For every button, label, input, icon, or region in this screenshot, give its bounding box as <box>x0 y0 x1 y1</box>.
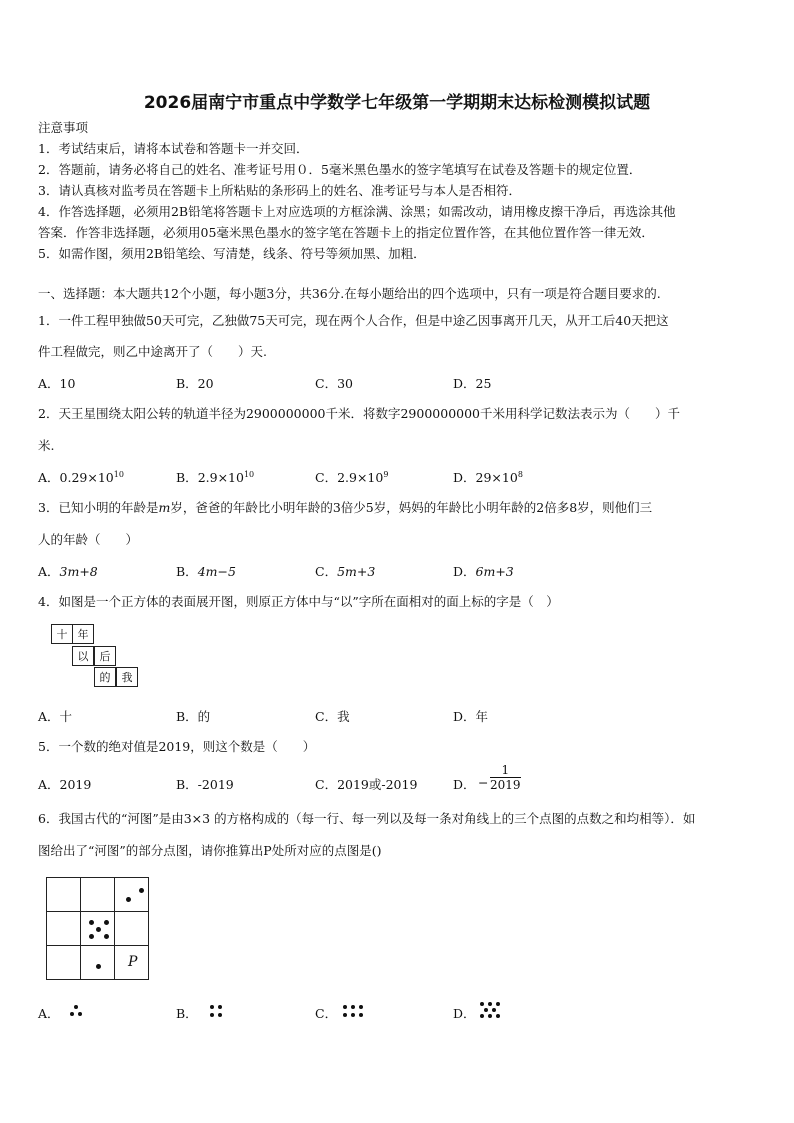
question-6-text: 6．我国古代的“河图”是由3×3 的方格构成的（每一行、每一列以及每一条对角线上的三个点图的点数之和均相等）．如 <box>38 811 696 826</box>
notice-heading: 注意事项 <box>38 120 89 135</box>
question-2-text: 米. <box>38 438 55 453</box>
dot <box>484 1008 488 1012</box>
q6-option-d: D． <box>453 1006 476 1021</box>
dot <box>70 1012 74 1016</box>
dot <box>351 1005 355 1009</box>
net-cell: 年 <box>72 624 94 644</box>
dot <box>343 1005 347 1009</box>
dot <box>96 964 101 969</box>
question-1-text: 1．一件工程甲独做50天可完，乙独做75天可完，现在两个人合作，但是中途乙因事离开几天，从开工后40天把这 <box>38 313 669 328</box>
dot <box>218 1005 222 1009</box>
dot <box>104 920 109 925</box>
q4-option-d: D．年 <box>453 709 489 724</box>
dot <box>480 1014 484 1018</box>
q5-option-a: A．2019 <box>38 777 92 792</box>
dot <box>359 1005 363 1009</box>
dot <box>492 1008 496 1012</box>
notice-line: 3．请认真核对监考员在答题卡上所粘贴的条形码上的姓名、准考证号与本人是否相符． <box>38 183 521 198</box>
net-cell: 我 <box>116 667 138 687</box>
q6-option-a: A． <box>38 1006 60 1021</box>
grid-cell <box>114 911 149 946</box>
dot <box>104 934 109 939</box>
q3-option-c: C．5m+3 <box>315 564 376 579</box>
question-2-text: 2．天王星围绕太阳公转的轨道半径为2900000000千米．将数字2900000000千米用科学记数法表示为（ ）千 <box>38 406 681 421</box>
dot <box>359 1013 363 1017</box>
q1-option-c: C．30 <box>315 376 353 391</box>
dot <box>218 1013 222 1017</box>
q4-option-c: C．我 <box>315 709 350 724</box>
dot <box>78 1012 82 1016</box>
q5-option-b: B．-2019 <box>176 777 234 792</box>
dot <box>488 1002 492 1006</box>
net-cell: 十 <box>51 624 73 644</box>
q4-option-a: A．十 <box>38 709 73 724</box>
q2-option-a: A．$0.29\times 10^{10}$ <box>38 469 124 485</box>
dot <box>496 1014 500 1018</box>
dot <box>480 1002 484 1006</box>
net-cell: 的 <box>94 667 116 687</box>
q5-option-c: C．2019或-2019 <box>315 777 418 792</box>
dot <box>126 897 131 902</box>
question-6-text: 图给出了“河图”的部分点图，请你推算出P处所对应的点图是() <box>38 843 382 858</box>
page-title: 2026届南宁市重点中学数学七年级第一学期期末达标检测模拟试题 <box>143 93 651 113</box>
q1-option-b: B．20 <box>176 376 214 391</box>
q3-option-b: B．4m−5 <box>176 564 236 579</box>
grid-cell <box>46 877 81 912</box>
notice-line: 1．考试结束后，请将本试卷和答题卡一并交回． <box>38 141 309 156</box>
q3-option-d: D．6m+3 <box>453 564 514 579</box>
section-heading: 一、选择题：本大题共12个小题，每小题3分，共36分.在每小题给出的四个选项中，只有一项是符合题目要求的. <box>38 286 661 301</box>
net-cell: 以 <box>72 646 94 666</box>
question-3-text: 3．已知小明的年龄是m岁，爸爸的年龄比小明年龄的3倍少5岁，妈妈的年龄比小明年龄的2倍多8岁，则他们三 <box>38 500 653 515</box>
dot <box>96 927 101 932</box>
q1-option-d: D．25 <box>453 376 492 391</box>
dot <box>351 1013 355 1017</box>
dot <box>74 1005 78 1009</box>
q3-option-a: A．3m+8 <box>38 564 98 579</box>
notice-line: 5．如需作图，须用2B铅笔绘、写清楚，线条、符号等须加黑、加粗． <box>38 246 426 261</box>
dot <box>210 1005 214 1009</box>
q1-option-a: A．10 <box>38 376 76 391</box>
q6-option-b: B． <box>176 1006 198 1021</box>
dot <box>496 1002 500 1006</box>
grid-cell <box>46 945 81 980</box>
grid-cell <box>46 911 81 946</box>
question-1-text: 件工程做完，则乙中途离开了（ ）天. <box>38 344 267 359</box>
q2-option-c: C．$2.9\times 10^9$ <box>315 469 389 485</box>
fraction-denominator: 2019 <box>490 778 521 792</box>
fraction-numerator: 1 <box>490 763 521 778</box>
q5-fraction-sign: − <box>478 775 489 790</box>
grid-cell <box>114 877 149 912</box>
notice-line: 4．作答选择题，必须用2B铅笔将答题卡上对应选项的方框涂满、涂黑；如需改动，请用橡皮擦干净后，再选涂其他 <box>38 204 676 219</box>
notice-line: 答案．作答非选择题，必须用05毫米黑色墨水的签字笔在答题卡上的指定位置作答，在其他位置作答一律无效． <box>38 225 654 240</box>
dot <box>89 920 94 925</box>
dot <box>488 1014 492 1018</box>
q6-option-c: C． <box>315 1006 338 1021</box>
question-4-text: 4．如图是一个正方体的表面展开图，则原正方体中与“以”字所在面相对的面上标的字是（ ） <box>38 594 559 609</box>
net-cell: 后 <box>94 646 116 666</box>
notice-line: 2．答题前，请务必将自己的姓名、准考证号用０．5毫米黑色墨水的签字笔填写在试卷及答题卡的规定位置． <box>38 162 642 177</box>
q2-option-d: D．$29\times 10^8$ <box>453 469 523 485</box>
question-5-text: 5．一个数的绝对值是2019，则这个数是（ ） <box>38 739 316 754</box>
q5-option-d: D． <box>453 777 476 792</box>
dot <box>343 1013 347 1017</box>
q2-option-b: B．$2.9\times 10^{10}$ <box>176 469 255 485</box>
dot <box>210 1013 214 1017</box>
dot <box>139 888 144 893</box>
q4-option-b: B．的 <box>176 709 211 724</box>
dot <box>89 934 94 939</box>
grid-cell <box>80 877 115 912</box>
q5-fraction <box>490 763 521 793</box>
grid-cell <box>80 945 115 980</box>
p-label: P <box>128 954 138 970</box>
question-3-text: 人的年龄（ ） <box>38 532 139 547</box>
